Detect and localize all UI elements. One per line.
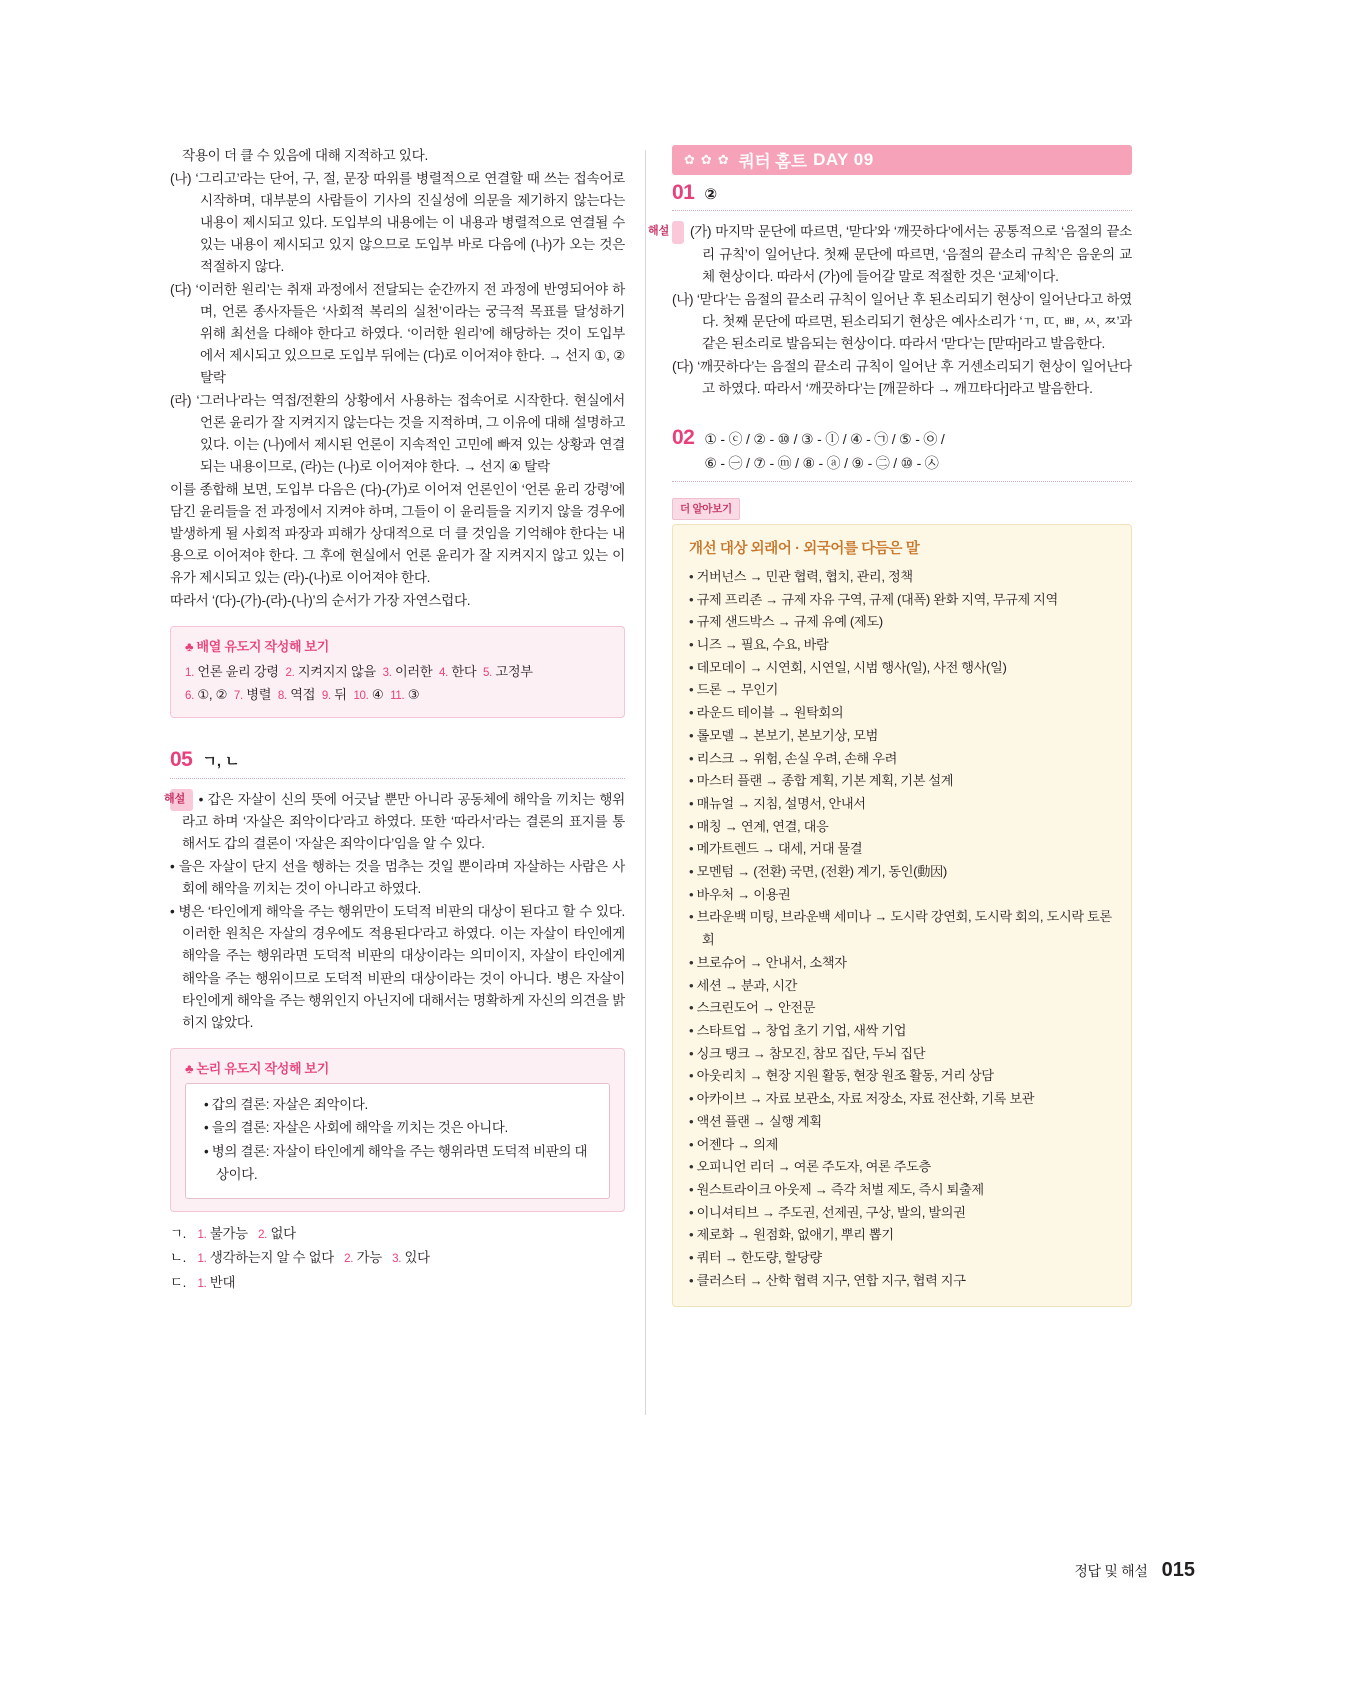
conclusion-item: • 을의 결론: 자살은 사회에 해악을 끼치는 것은 아니다. [204, 1120, 508, 1136]
logic-key: ㄷ. [170, 1275, 187, 1291]
list-item-text: 스크린도어 → 안전문 [696, 1000, 816, 1016]
explanation-paragraph [648, 221, 1132, 288]
list-item-text: 오피니언 리더 → 여론 주도자, 여론 주도층 [696, 1159, 931, 1175]
flower-icon: ✿ [684, 152, 695, 167]
list-item: • 아카이브 → 자료 보관소, 자료 저장소, 자료 전산화, 기록 보관 [689, 1091, 1035, 1107]
list-item: • 드론 → 무인기 [689, 682, 779, 698]
item-text: 뒤 [334, 687, 347, 703]
arrange-worksheet-title [185, 636, 610, 655]
list-item-text: 아웃리치 → 현장 지원 활동, 현장 원조 활동, 거리 상담 [696, 1068, 994, 1084]
list-item: • 이니셔티브 → 주도권, 선제권, 구상, 발의, 발의권 [689, 1204, 966, 1220]
list-item-text: 쿼터 → 한도량, 할당량 [696, 1250, 822, 1266]
item-text: 한다 [451, 664, 477, 680]
list-item-text: 롤모델 → 본보기, 본보기상, 모범 [696, 727, 878, 743]
list-item: • 액션 플랜 → 실행 계획 [689, 1113, 822, 1129]
clover-icon: ♣ [185, 639, 194, 655]
list-item-text: 거버넌스 → 민관 협력, 협치, 관리, 정책 [696, 568, 913, 584]
list-item: • 브라운백 미팅, 브라운백 세미나 → 도시락 강연회, 도시락 회의, 도시락 토론회 [689, 909, 1112, 948]
list-item: • 세션 → 분과, 시간 [689, 977, 798, 993]
logic-answer-row [170, 1246, 625, 1271]
item-text: 있다 [404, 1250, 430, 1266]
item-number: 11. [390, 690, 405, 703]
item-text: 언론 윤리 강령 [197, 664, 279, 680]
answer-row-2: ⑥ - ㊀ / ⑦ - ⓜ / ⑧ - ⓐ / ⑨ - ㊁ / ⑩ - ㉦ [704, 455, 939, 472]
list-item: • 메가트렌드 → 대세, 거대 물결 [689, 841, 863, 857]
item-number: 8. [277, 690, 287, 703]
question-01-explanation [648, 221, 1132, 400]
list-item-text: 규제 프리존 → 규제 자유 구역, 규제 (대폭) 완화 지역, 무규제 지역 [696, 591, 1058, 607]
day-header-bar [672, 145, 1132, 175]
item-number: 2. [344, 1253, 354, 1266]
explanation-paragraph: (다) ‘깨끗하다’는 음절의 끝소리 규칙이 일어난 후 거센소리되기 현상이 일어난다고 하였다. 따라서 ‘깨끗하다’는 [깨끋하다 → 깨끄타다]라고 발음한다. [672, 358, 1132, 396]
clover-icon: ♣ [185, 1060, 194, 1076]
list-item: • 오피니언 리더 → 여론 주도자, 여론 주도층 [689, 1159, 931, 1175]
day-header-title: 쿼터 홈트 [738, 153, 808, 171]
left-body-text [170, 145, 625, 612]
item-number: 9. [321, 690, 331, 703]
item-number: 1. [197, 1228, 207, 1241]
list-item: • 규제 프리존 → 규제 자유 구역, 규제 (대폭) 완화 지역, 무규제 지역 [689, 591, 1058, 607]
logic-answer-list [170, 1222, 625, 1296]
list-item-text: 매뉴얼 → 지침, 설명서, 안내서 [696, 795, 866, 811]
paragraph: 작용이 더 클 수 있음에 대해 지적하고 있다. [182, 148, 428, 163]
list-item-text: 제로화 → 원점화, 없애기, 뿌리 뽑기 [696, 1227, 894, 1243]
item-text: 이러한 [394, 664, 433, 680]
day-header-day: DAY 09 [813, 150, 874, 169]
question-number: 02 [672, 425, 695, 449]
list-item-text: 싱크 탱크 → 참모진, 참모 집단, 두뇌 집단 [696, 1045, 926, 1061]
question-05-explanation [164, 789, 625, 1034]
item-text: 생각하는지 알 수 없다 [209, 1250, 334, 1266]
list-item-text: 라운드 테이블 → 원탁회의 [696, 705, 844, 721]
paragraph: 따라서 ‘(다)-(가)-(라)-(나)’의 순서가 가장 자연스럽다. [170, 593, 471, 609]
list-item-text: 바우처 → 이용권 [696, 886, 791, 902]
list-item-text: 세션 → 분과, 시간 [696, 977, 798, 993]
logic-worksheet-title [185, 1058, 610, 1077]
list-item: • 어젠다 → 의제 [689, 1136, 779, 1152]
item-number: 7. [233, 690, 243, 703]
list-item-text: 데모데이 → 시연회, 시연일, 시범 행사(일), 사전 행사(일) [696, 659, 1007, 675]
item-text: 가능 [356, 1250, 382, 1266]
list-item: • 데모데이 → 시연회, 시연일, 시범 행사(일), 사전 행사(일) [689, 659, 1007, 675]
question-answer: ㄱ, ㄴ [202, 752, 240, 770]
list-item: • 제로화 → 원점화, 없애기, 뿌리 뽑기 [689, 1227, 894, 1243]
list-item: • 매뉴얼 → 지침, 설명서, 안내서 [689, 795, 866, 811]
item-text: ④ [371, 687, 384, 703]
column-divider [645, 150, 646, 1415]
logic-worksheet-label: 논리 유도지 작성해 보기 [196, 1060, 330, 1076]
explanation-paragraph: • 을은 자살이 단지 선을 행하는 것을 멈추는 것일 뿐이라며 자살하는 사람은 사회에 해악을 끼치는 것이 아니라고 하였다. [170, 859, 625, 897]
question-number: 05 [170, 747, 193, 771]
list-item-text: 이니셔티브 → 주도권, 선제권, 구상, 발의, 발의권 [696, 1204, 966, 1220]
list-item: • 스크린도어 → 안전문 [689, 1000, 816, 1016]
explanation-text: • 갑은 자살이 신의 뜻에 어긋날 뿐만 아니라 공동체에 해악을 끼치는 행위라고 하며 ‘자살은 죄악이다’라고 하였다. 또한 ‘따라서’라는 결론의 표지를 통해서도 갑의 결론이 ‘자살은 죄악이다’임을 알 수 있다. [182, 791, 625, 852]
list-item-text: 메가트렌드 → 대세, 거대 물결 [696, 841, 863, 857]
item-text: 불가능 [209, 1225, 248, 1241]
item-number: 4. [439, 667, 449, 680]
item-number: 2. [258, 1228, 268, 1241]
conclusion-item: • 병의 결론: 자살이 타인에게 해악을 주는 행위라면 도덕적 비판의 대상이다. [204, 1144, 588, 1182]
logic-answer-row [170, 1222, 625, 1247]
list-item-text: 규제 샌드박스 → 규제 유예 (제도) [696, 614, 883, 630]
arrange-worksheet-line-1 [185, 660, 610, 683]
answer-row-1: ① - ⓒ / ② - ⑩ / ③ - ⓛ / ④ - ㉠ / ⑤ - ㉧ / [704, 430, 945, 447]
explanation-paragraph [164, 789, 625, 856]
conclusion-item: • 갑의 결론: 자살은 죄악이다. [204, 1096, 368, 1112]
question-02-answers [704, 427, 944, 476]
item-text: ①, ② [197, 687, 228, 703]
arrange-worksheet-label: 배열 유도지 작성해 보기 [196, 639, 330, 655]
paragraph: (라) ‘그러나’라는 역접/전환의 상황에서 사용하는 접속어로 시작한다. 현실에서 언론 윤리가 잘 지켜지지 않는다는 것을 지적하며, 그 이유에 대해 설명하고 있다. 이는 (나)에서 제시된 언론이 지속적인 고민에 빠져 있는 상황과 연결되는 내용이므로, (라)는 (나)로 이어져야 한다. → 선지 ④ 탈락 [170, 393, 625, 475]
explanation-text: (가) 마지막 문단에 따르면, ‘맏다’와 ‘깨끗하다’에서는 공통적으로 ‘음절의 끝소리 규칙’이 일어난다. 첫째 문단에 따르면, ‘음절의 끝소리 규칙’은 음운의 교체 현상이다. 따라서 (가)에 들어갈 말로 적절한 것은 ‘교체’이다. [690, 224, 1132, 284]
logic-key: ㄴ. [170, 1250, 187, 1266]
list-item: • 아웃리치 → 현장 지원 활동, 현장 원조 활동, 거리 상담 [689, 1068, 994, 1084]
item-text: 지켜지지 않을 [297, 664, 376, 680]
list-item: • 원스트라이크 아웃제 → 즉각 처벌 제도, 즉시 퇴출제 [689, 1181, 984, 1197]
list-item: • 매칭 → 연계, 연결, 대응 [689, 818, 829, 834]
question-02-header [672, 426, 1132, 482]
flower-icon: ✿ [700, 152, 712, 167]
list-item-text: 리스크 → 위험, 손실 우려, 손해 우려 [696, 750, 898, 766]
list-item-text: 니즈 → 필요, 수요, 바람 [696, 637, 829, 653]
item-number: 6. [185, 690, 194, 703]
list-item: • 마스터 플랜 → 종합 계획, 기본 계획, 기본 설계 [689, 773, 954, 789]
explanation-paragraph: (나) ‘맏다’는 음절의 끝소리 규칙이 일어난 후 된소리되기 현상이 일어난다고 하였다. 첫째 문단에 따르면, 된소리되기 현상은 예사소리가 ‘ㄲ, ㄸ, ㅃ, ㅆ, ㅉ’과 같은 된소리로 발음되는 현상이다. 따라서 ‘맏다’는 [맏따]라고 발음한다. [672, 291, 1132, 351]
question-number: 01 [672, 181, 695, 204]
list-item: • 브로슈어 → 안내서, 소책자 [689, 954, 847, 970]
list-item-text: 액션 플랜 → 실행 계획 [696, 1113, 822, 1129]
explanation-badge: 해설 [672, 221, 684, 244]
question-05-header [170, 748, 625, 779]
item-number: 1. [185, 667, 194, 680]
list-item-text: 스타트업 → 창업 초기 기업, 새싹 기업 [696, 1022, 907, 1038]
item-text: 고정부 [495, 664, 533, 680]
question-01-header [672, 181, 1132, 211]
more-info-box [672, 524, 1132, 1308]
more-info-title: 개선 대상 외래어 · 외국어를 다듬은 말 [689, 540, 920, 557]
list-item: • 니즈 → 필요, 수요, 바람 [689, 637, 829, 653]
list-item: • 라운드 테이블 → 원탁회의 [689, 705, 844, 721]
list-item: • 모멘텀 → (전환) 국면, (전환) 계기, 동인(動因) [689, 864, 947, 880]
left-column [164, 145, 625, 1296]
list-item-text: 아카이브 → 자료 보관소, 자료 저장소, 자료 전산화, 기록 보관 [696, 1091, 1035, 1107]
list-item-text: 브라운백 미팅, 브라운백 세미나 → 도시락 강연회, 도시락 회의, 도시락 토론회 [696, 909, 1112, 948]
item-number: 10. [353, 690, 369, 703]
question-answer: ② [704, 186, 718, 203]
list-item: • 바우처 → 이용권 [689, 886, 791, 902]
list-item-text: 드론 → 무인기 [696, 682, 779, 698]
right-column [648, 145, 1132, 1307]
item-text: 병렬 [246, 687, 272, 703]
paragraph: (다) ‘이러한 원리’는 취재 과정에서 전달되는 순간까지 전 과정에 반영되어야 하며, 언론 종사자들은 ‘사회적 복리의 실천’이라는 궁극적 목표를 달성하기 위해 최선을 다해야 한다고 하였다. ‘이러한 원리’에 해당하는 것이 도입부에서 제시되고 있으므로 도입부 뒤에는 (다)로 이어져야 한다. → 선지 ①, ② 탈락 [170, 282, 625, 386]
explanation-paragraph: • 병은 ‘타인에게 해악을 주는 행위만이 도덕적 비판의 대상이 된다고 할 수 있다. 이러한 원칙은 자살의 경우에도 적용된다’라고 하였다. 이는 자살이 타인에게 해악을 주는 행위라면 도덕적 비판의 대상이라는 의미이지, 자살이 타인에게 해악을 주는 행위이므로 도덕적 비판의 대상이라는 것이 아니다. 병은 자살이 타인에게 해악을 주는 행위인지 아닌지에 대해서는 명확하게 자신의 의견을 밝히지 않았다. [170, 904, 625, 1030]
list-item: • 규제 샌드박스 → 규제 유예 (제도) [689, 614, 883, 630]
page-number: 015 [1161, 1559, 1195, 1581]
more-info-tag: 더 알아보기 [672, 498, 740, 520]
footer-label: 정답 및 해설 [1074, 1563, 1148, 1579]
item-number: 5. [483, 667, 493, 680]
list-item: • 쿼터 → 한도량, 할당량 [689, 1250, 822, 1266]
page-footer [1074, 1559, 1195, 1582]
paragraph: 이를 종합해 보면, 도입부 다음은 (다)-(가)로 이어져 언론인이 ‘언론 윤리 강령’에 담긴 윤리들을 전 과정에서 지켜야 하며, 그들이 이 윤리들을 지키지 않을 경우에 발생하게 될 사회적 파장과 피해가 상대적으로 더 클 것임을 기억해야 한다는 내용으로 이어져야 한다. 그 후에 현실에서 언론 윤리가 잘 지켜지지 않고 있는 이유가 제시되고 있는 (라)-(나)로 이어져야 한다. [170, 482, 625, 586]
arrange-worksheet-box [170, 626, 625, 717]
list-item-text: 어젠다 → 의제 [696, 1136, 779, 1152]
list-item-text: 모멘텀 → (전환) 국면, (전환) 계기, 동인(動因) [696, 864, 947, 880]
list-item: • 롤모델 → 본보기, 본보기상, 모범 [689, 727, 878, 743]
item-number: 2. [285, 667, 295, 680]
item-text: 역접 [290, 687, 316, 703]
list-item: • 리스크 → 위험, 손실 우려, 손해 우려 [689, 750, 898, 766]
logic-key: ㄱ. [170, 1225, 187, 1241]
list-item-text: 매칭 → 연계, 연결, 대응 [696, 818, 829, 834]
list-item: • 싱크 탱크 → 참모진, 참모 집단, 두뇌 집단 [689, 1045, 926, 1061]
item-text: 없다 [270, 1225, 296, 1241]
item-number: 1. [197, 1253, 207, 1266]
item-number: 3. [382, 667, 392, 680]
item-text: 반대 [209, 1275, 236, 1291]
paragraph: (나) ‘그리고’라는 단어, 구, 절, 문장 따위를 병렬적으로 연결할 때 쓰는 접속어로 시작하며, 대부분의 사람들이 기사의 진실성에 의문을 제기하지 않는다는 내용이 제시되고 있다. 도입부의 내용에는 이 내용과 병렬적으로 연결될 수 있는 내용이 제시되고 있지 않으므로 도입부 바로 다음에 (나)가 오는 것은 적절하지 않다. [170, 171, 625, 275]
loanword-list [689, 566, 1115, 1293]
logic-answer-row [170, 1271, 625, 1296]
logic-worksheet-box [170, 1048, 625, 1212]
flower-icon: ✿ [717, 152, 729, 167]
item-number: 3. [392, 1253, 402, 1266]
logic-conclusions-panel [185, 1083, 610, 1199]
list-item: • 클러스터 → 산학 협력 지구, 연합 지구, 협력 지구 [689, 1272, 966, 1288]
explanation-badge: 해설 [170, 789, 193, 812]
item-number: 1. [197, 1278, 207, 1291]
arrange-worksheet-line-2 [185, 683, 610, 706]
list-item-text: 마스터 플랜 → 종합 계획, 기본 계획, 기본 설계 [696, 773, 954, 789]
list-item-text: 원스트라이크 아웃제 → 즉각 처벌 제도, 즉시 퇴출제 [696, 1181, 984, 1197]
list-item-text: 브로슈어 → 안내서, 소책자 [696, 954, 847, 970]
list-item: • 스타트업 → 창업 초기 기업, 새싹 기업 [689, 1022, 907, 1038]
list-item-text: 클러스터 → 산학 협력 지구, 연합 지구, 협력 지구 [696, 1272, 966, 1288]
item-text: ③ [407, 687, 420, 703]
list-item: • 거버넌스 → 민관 협력, 협치, 관리, 정책 [689, 568, 913, 584]
